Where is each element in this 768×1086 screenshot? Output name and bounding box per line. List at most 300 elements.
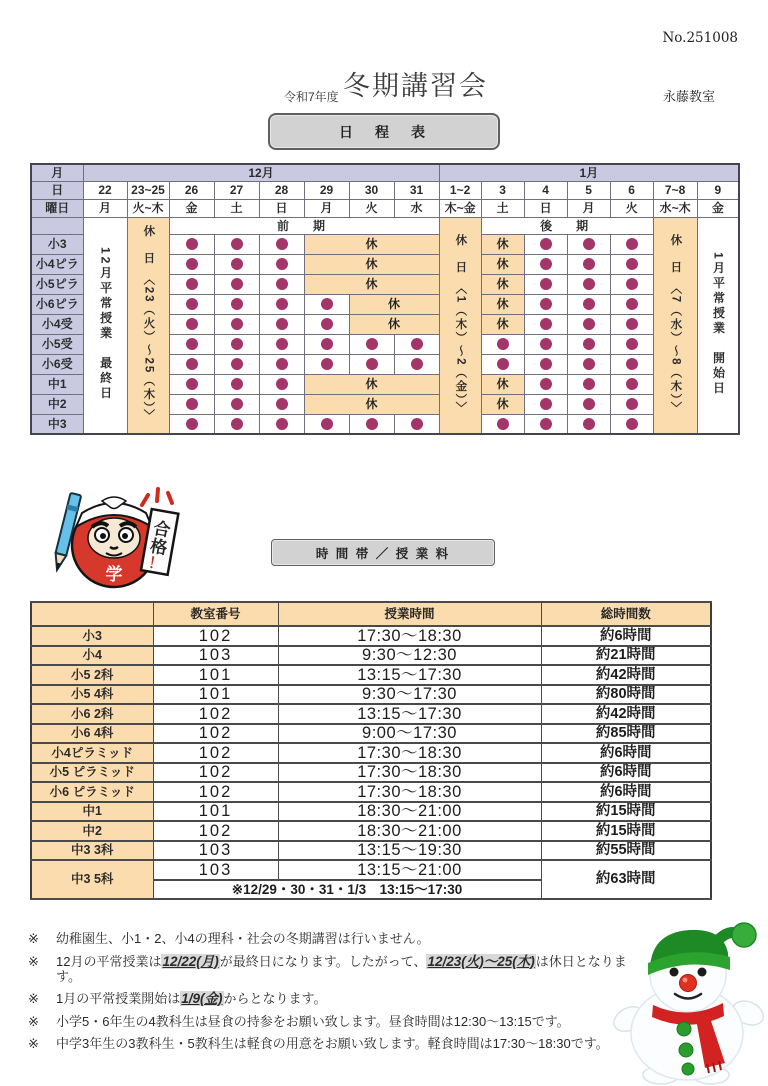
lesson-dot-cell — [169, 234, 214, 254]
fees-header-cell: 授業時間 — [278, 602, 541, 626]
date-cell: 26 — [169, 181, 214, 199]
lesson-dot-cell — [567, 234, 610, 254]
fees-grade-cell: 小6 2科 — [31, 704, 153, 724]
fees-table — [30, 601, 712, 900]
rest-day-cell: 休 — [304, 254, 439, 274]
lesson-dot-cell — [524, 234, 567, 254]
fees-time-cell: 13:15～19:30 — [278, 841, 541, 861]
rest-day-cell: 休 — [304, 274, 439, 294]
lesson-dot — [321, 318, 333, 330]
classroom-name: 永藤教室 — [663, 90, 716, 105]
fees-header-cell: 総時間数 — [541, 602, 711, 626]
fees-room-cell: 102 — [153, 782, 278, 802]
lesson-dot — [186, 338, 198, 350]
rest-day-cell: 休 — [349, 314, 439, 334]
lesson-dot-cell — [524, 354, 567, 374]
date-cell: 28 — [259, 181, 304, 199]
jan7-8-holiday-cell — [653, 217, 697, 434]
lesson-dot-cell — [567, 274, 610, 294]
lesson-dot — [231, 398, 243, 410]
fees-row — [31, 821, 711, 841]
lesson-dot-cell — [524, 414, 567, 434]
lesson-dot — [626, 278, 638, 290]
fees-time-cell: 18:30～21:00 — [278, 802, 541, 822]
fees-room-cell: 101 — [153, 685, 278, 705]
snowman-right-eye — [698, 968, 707, 977]
lesson-dot-cell — [349, 334, 394, 354]
lesson-dot-cell — [304, 414, 349, 434]
lesson-dot — [186, 358, 198, 370]
footnote-segment: 幼稚園生、小1・2、小4の理科・社会の冬期講習は行いません。 — [56, 931, 430, 946]
footnote-text — [56, 1014, 570, 1029]
fees-total-cell: 約15時間 — [541, 821, 711, 841]
period-row-label-spacer — [31, 217, 83, 234]
weekday-row-label: 曜日 — [31, 199, 83, 217]
lesson-dot-cell — [524, 374, 567, 394]
rest-day-cell: 休 — [481, 234, 524, 254]
page-title: 冬期講習会 — [343, 71, 488, 101]
lesson-dot — [366, 358, 378, 370]
fees-room-cell: 101 — [153, 665, 278, 685]
fees-room-cell: 102 — [153, 704, 278, 724]
lesson-dot-cell — [214, 274, 259, 294]
lesson-dot — [626, 318, 638, 330]
snowman-nose — [680, 975, 697, 992]
weekday-cell: 火 — [349, 199, 394, 217]
footnote-segment: は休日となります。 — [56, 953, 627, 984]
lesson-dot — [540, 418, 552, 430]
fees-grade-cell: 小5 4科 — [31, 685, 153, 705]
lesson-dot — [411, 418, 423, 430]
rest-day-cell: 休 — [304, 234, 439, 254]
lesson-dot-cell — [214, 234, 259, 254]
lesson-dot-cell — [169, 394, 214, 414]
dec22-vertical-text: 12月平常授業 最終日 — [98, 247, 113, 402]
lesson-dot-cell — [481, 354, 524, 374]
weekday-cell: 月 — [567, 199, 610, 217]
rest-day-cell: 休 — [481, 314, 524, 334]
weekday-cell: 月 — [304, 199, 349, 217]
lesson-dot — [583, 378, 595, 390]
fees-total-cell: 約63時間 — [541, 860, 711, 899]
lesson-dot — [186, 378, 198, 390]
lesson-dot — [186, 258, 198, 270]
fees-total-cell: 約42時間 — [541, 665, 711, 685]
lesson-dot-cell — [524, 294, 567, 314]
lesson-dot — [540, 358, 552, 370]
rest-day-cell: 休 — [349, 294, 439, 314]
lesson-dot-cell — [349, 414, 394, 434]
lesson-dot-cell — [481, 414, 524, 434]
lesson-dot — [626, 258, 638, 270]
lesson-dot — [540, 338, 552, 350]
fees-row — [31, 665, 711, 685]
lesson-dot — [231, 298, 243, 310]
lesson-dot — [583, 338, 595, 350]
lesson-dot-cell — [567, 254, 610, 274]
footnote-segment: 中学3年生の3教科生・5教科生は軽食の用意をお願い致します。軽食時間は17:30～18:30です。 — [56, 1036, 609, 1051]
lesson-dot-cell — [304, 294, 349, 314]
fees-time-cell: 13:15～17:30 — [278, 665, 541, 685]
fees-room-cell: 102 — [153, 821, 278, 841]
daruma-belly-character: 学 — [105, 565, 123, 584]
lesson-dot — [231, 318, 243, 330]
lesson-dot — [497, 338, 509, 350]
lesson-dot — [276, 398, 288, 410]
lesson-dot-cell — [214, 254, 259, 274]
document-number: No.251008 — [662, 30, 738, 46]
fees-time-cell: 13:15～21:00 — [278, 860, 541, 880]
lesson-dot-cell — [567, 374, 610, 394]
date-cell: 4 — [524, 181, 567, 199]
lesson-dot-cell — [567, 414, 610, 434]
lesson-dot — [583, 238, 595, 250]
lesson-dot — [186, 298, 198, 310]
fees-total-cell: 約6時間 — [541, 763, 711, 783]
fees-grade-cell: 中3 3科 — [31, 841, 153, 861]
dec23-25-vertical-text: 休 日 〈23（火）～25（木）〉 — [142, 225, 155, 424]
lesson-dot-cell — [259, 394, 304, 414]
weekday-cell: 水~木 — [653, 199, 697, 217]
lesson-dot — [540, 398, 552, 410]
snowman-button-2 — [679, 1043, 693, 1057]
weekday-cell: 日 — [524, 199, 567, 217]
month-row-label: 月 — [31, 164, 83, 181]
lesson-dot-cell — [169, 334, 214, 354]
footnote-highlight: 12/22(月) — [162, 953, 219, 969]
footnote-text — [56, 1036, 609, 1051]
first-period-banner: 前 期 — [169, 217, 439, 234]
footnote-highlight: 12/23(火)～25(木) — [427, 953, 535, 969]
lesson-dot — [411, 338, 423, 350]
january-header: 1月 — [439, 164, 739, 181]
lesson-dot — [186, 318, 198, 330]
lesson-dot — [231, 258, 243, 270]
date-cell: 5 — [567, 181, 610, 199]
fees-time-cell: 9:30～17:30 — [278, 685, 541, 705]
footnote-text — [56, 991, 326, 1006]
fees-grade-cell: 小4ピラミッド — [31, 743, 153, 763]
weekday-cell: 日 — [259, 199, 304, 217]
footnote-line — [28, 991, 628, 1006]
fees-row — [31, 860, 711, 880]
fees-row — [31, 704, 711, 724]
snowman-illustration — [611, 917, 765, 1085]
fees-room-cell: 103 — [153, 646, 278, 666]
schedule-row-label: 中2 — [31, 394, 83, 414]
fees-grade-cell: 小6 ピラミッド — [31, 782, 153, 802]
fees-room-cell: 102 — [153, 743, 278, 763]
lesson-dot-cell — [610, 314, 653, 334]
lesson-dot-cell — [169, 294, 214, 314]
december-header: 12月 — [83, 164, 439, 181]
lesson-dot — [583, 398, 595, 410]
lesson-dot-cell — [214, 414, 259, 434]
rest-day-cell: 休 — [481, 294, 524, 314]
lesson-dot-cell — [259, 314, 304, 334]
fees-total-cell: 約85時間 — [541, 724, 711, 744]
schedule-table — [30, 163, 740, 435]
lesson-dot-cell — [481, 334, 524, 354]
lesson-dot — [626, 378, 638, 390]
lesson-dot-cell — [610, 394, 653, 414]
lesson-dot — [231, 378, 243, 390]
fees-row — [31, 724, 711, 744]
fees-row — [31, 743, 711, 763]
footnote-text — [56, 954, 628, 984]
lesson-dot — [231, 338, 243, 350]
lesson-dot — [626, 338, 638, 350]
weekday-header-row — [31, 199, 739, 217]
lesson-dot — [626, 358, 638, 370]
rest-day-cell: 休 — [304, 374, 439, 394]
pass-sign-text-2: 格 — [148, 536, 169, 559]
lesson-dot — [276, 418, 288, 430]
fees-time-cell: 18:30～21:00 — [278, 821, 541, 841]
lesson-dot — [276, 378, 288, 390]
daruma-illustration — [36, 481, 186, 593]
lesson-dot-cell — [524, 254, 567, 274]
fees-grade-cell: 小5 ピラミッド — [31, 763, 153, 783]
lesson-dot — [321, 298, 333, 310]
fees-row — [31, 782, 711, 802]
lesson-dot-cell — [259, 294, 304, 314]
snowman-button-1 — [677, 1022, 691, 1036]
footnote-marker: ※ — [28, 931, 39, 946]
pass-sign-text-1: 合 — [151, 518, 172, 541]
lesson-dot-cell — [214, 314, 259, 334]
fees-room-cell: 102 — [153, 626, 278, 646]
rest-day-cell: 休 — [481, 254, 524, 274]
lesson-dot-cell — [394, 354, 439, 374]
weekday-cell: 土 — [214, 199, 259, 217]
lesson-dot — [276, 318, 288, 330]
schedule-row-label: 小4ピラ — [31, 254, 83, 274]
footnote-marker: ※ — [28, 1036, 39, 1051]
date-cell: 6 — [610, 181, 653, 199]
fees-row — [31, 685, 711, 705]
fees-room-cell: 103 — [153, 860, 278, 880]
period-row — [31, 217, 739, 234]
schedule-row-label: 小6受 — [31, 354, 83, 374]
date-cell: 22 — [83, 181, 127, 199]
footnote-line — [28, 931, 628, 946]
lesson-dot — [583, 258, 595, 270]
weekday-cell: 水 — [394, 199, 439, 217]
fees-row — [31, 646, 711, 666]
lesson-dot-cell — [394, 414, 439, 434]
lesson-dot — [186, 418, 198, 430]
footnote-segment: が最終日になります。したがって、 — [219, 953, 427, 969]
fees-time-cell: 9:30～12:30 — [278, 646, 541, 666]
lesson-dot — [540, 238, 552, 250]
footnote-marker: ※ — [28, 991, 39, 1006]
lesson-dot-cell — [610, 294, 653, 314]
footnote-segment: からとなります。 — [223, 991, 327, 1006]
snowman-button-3 — [682, 1063, 694, 1075]
lesson-dot — [276, 238, 288, 250]
lesson-dot-cell — [567, 394, 610, 414]
lesson-dot — [321, 418, 333, 430]
lesson-dot-cell — [304, 314, 349, 334]
fees-section-heading: 時 間 帯 ／ 授 業 料 — [271, 539, 495, 566]
lesson-dot — [186, 238, 198, 250]
lesson-dot — [583, 278, 595, 290]
lesson-dot-cell — [259, 374, 304, 394]
lesson-dot — [231, 358, 243, 370]
fees-time-cell: 17:30～18:30 — [278, 763, 541, 783]
lesson-dot — [321, 338, 333, 350]
lesson-dot-cell — [259, 354, 304, 374]
lesson-dot-cell — [169, 254, 214, 274]
footnotes — [28, 931, 628, 1059]
lesson-dot — [231, 238, 243, 250]
date-row-label: 日 — [31, 181, 83, 199]
schedule-row-label: 小5受 — [31, 334, 83, 354]
fees-header-row — [31, 602, 711, 626]
fees-total-cell: 約80時間 — [541, 685, 711, 705]
fees-time-cell: 17:30～18:30 — [278, 626, 541, 646]
schedule-row-label: 小4受 — [31, 314, 83, 334]
footnote-text — [56, 931, 429, 946]
jan1-2-vertical-text: 休 日 〈1（木）～2（金）〉 — [454, 233, 467, 415]
lesson-dot — [540, 318, 552, 330]
lesson-dot — [626, 238, 638, 250]
date-cell: 3 — [481, 181, 524, 199]
lesson-dot-cell — [169, 314, 214, 334]
date-cell: 27 — [214, 181, 259, 199]
date-cell: 7~8 — [653, 181, 697, 199]
footnote-segment: 小学5・6年生の4教科生は昼食の持参をお願い致します。昼食時間は12:30～13:15です。 — [56, 1013, 570, 1029]
lesson-dot — [186, 398, 198, 410]
weekday-cell: 金 — [697, 199, 739, 217]
fees-time-cell: 17:30～18:30 — [278, 782, 541, 802]
lesson-dot — [497, 358, 509, 370]
fees-grade-cell: 小5 2科 — [31, 665, 153, 685]
dec23-25-holiday-cell — [127, 217, 169, 434]
fees-room-cell: 102 — [153, 724, 278, 744]
schedule-section-heading: 日 程 表 — [268, 113, 500, 150]
lesson-dot — [583, 318, 595, 330]
lesson-dot — [366, 418, 378, 430]
lesson-dot-cell — [259, 254, 304, 274]
lesson-dot — [276, 258, 288, 270]
lesson-dot-cell — [567, 294, 610, 314]
weekday-cell: 金 — [169, 199, 214, 217]
month-header-row — [31, 164, 739, 181]
lesson-dot — [626, 398, 638, 410]
lesson-dot — [583, 418, 595, 430]
fees-subnote-cell: ※12/29・30・31・1/3 13:15～17:30 — [153, 880, 541, 900]
lesson-dot — [626, 418, 638, 430]
fees-total-cell: 約55時間 — [541, 841, 711, 861]
fees-room-cell: 102 — [153, 763, 278, 783]
fees-grade-cell: 小6 4科 — [31, 724, 153, 744]
lesson-dot-cell — [214, 354, 259, 374]
fees-total-cell: 約6時間 — [541, 743, 711, 763]
rest-day-cell: 休 — [481, 394, 524, 414]
fees-row — [31, 763, 711, 783]
fees-room-cell: 101 — [153, 802, 278, 822]
lesson-dot — [276, 298, 288, 310]
jan7-8-vertical-text: 休 日 〈7（水）～8（木）〉 — [669, 233, 682, 415]
date-cell: 31 — [394, 181, 439, 199]
snowman-left-eye — [670, 968, 679, 977]
fees-room-cell: 103 — [153, 841, 278, 861]
fees-grade-cell: 中2 — [31, 821, 153, 841]
lesson-dot-cell — [259, 414, 304, 434]
lesson-dot-cell — [214, 394, 259, 414]
fees-row — [31, 841, 711, 861]
date-cell: 29 — [304, 181, 349, 199]
footnote-segment: 12月の平常授業は — [56, 953, 162, 969]
lesson-dot — [583, 358, 595, 370]
spark-lines — [142, 489, 172, 505]
lesson-dot — [540, 298, 552, 310]
date-header-row — [31, 181, 739, 199]
lesson-dot — [540, 258, 552, 270]
weekday-cell: 火~木 — [127, 199, 169, 217]
weekday-cell: 月 — [83, 199, 127, 217]
fees-header-cell — [31, 602, 153, 626]
date-cell: 23~25 — [127, 181, 169, 199]
lesson-dot — [540, 278, 552, 290]
fees-total-cell: 約6時間 — [541, 782, 711, 802]
lesson-dot-cell — [610, 274, 653, 294]
lesson-dot-cell — [567, 314, 610, 334]
fees-total-cell: 約6時間 — [541, 626, 711, 646]
lesson-dot — [540, 378, 552, 390]
fees-time-cell: 13:15～17:30 — [278, 704, 541, 724]
dec22-normal-lessons-cell — [83, 217, 127, 434]
snowman-pompom — [732, 923, 756, 947]
lesson-dot — [497, 418, 509, 430]
lesson-dot — [321, 358, 333, 370]
lesson-dot-cell — [610, 234, 653, 254]
lesson-dot-cell — [524, 274, 567, 294]
lesson-dot-cell — [567, 354, 610, 374]
schedule-row-label: 小5ピラ — [31, 274, 83, 294]
second-period-banner: 後 期 — [481, 217, 653, 234]
weekday-cell: 土 — [481, 199, 524, 217]
lesson-dot-cell — [610, 334, 653, 354]
lesson-dot-cell — [169, 274, 214, 294]
date-cell: 30 — [349, 181, 394, 199]
footnote-highlight: 1/9(金) — [181, 991, 223, 1006]
fees-grade-cell: 小3 — [31, 626, 153, 646]
schedule-row-label: 小3 — [31, 234, 83, 254]
fees-row — [31, 626, 711, 646]
lesson-dot-cell — [567, 334, 610, 354]
rest-day-cell: 休 — [481, 274, 524, 294]
lesson-dot-cell — [304, 334, 349, 354]
weekday-cell: 木~金 — [439, 199, 481, 217]
lesson-dot — [231, 278, 243, 290]
footnote-line — [28, 1036, 628, 1051]
schedule-row-label: 小6ピラ — [31, 294, 83, 314]
lesson-dot — [186, 278, 198, 290]
fees-total-cell: 約42時間 — [541, 704, 711, 724]
footnote-line — [28, 954, 628, 984]
lesson-dot-cell — [610, 374, 653, 394]
lesson-dot — [626, 298, 638, 310]
lesson-dot — [366, 338, 378, 350]
lesson-dot-cell — [259, 234, 304, 254]
date-cell: 9 — [697, 181, 739, 199]
fees-grade-cell: 中3 5科 — [31, 860, 153, 899]
lesson-dot-cell — [524, 334, 567, 354]
lesson-dot — [276, 358, 288, 370]
